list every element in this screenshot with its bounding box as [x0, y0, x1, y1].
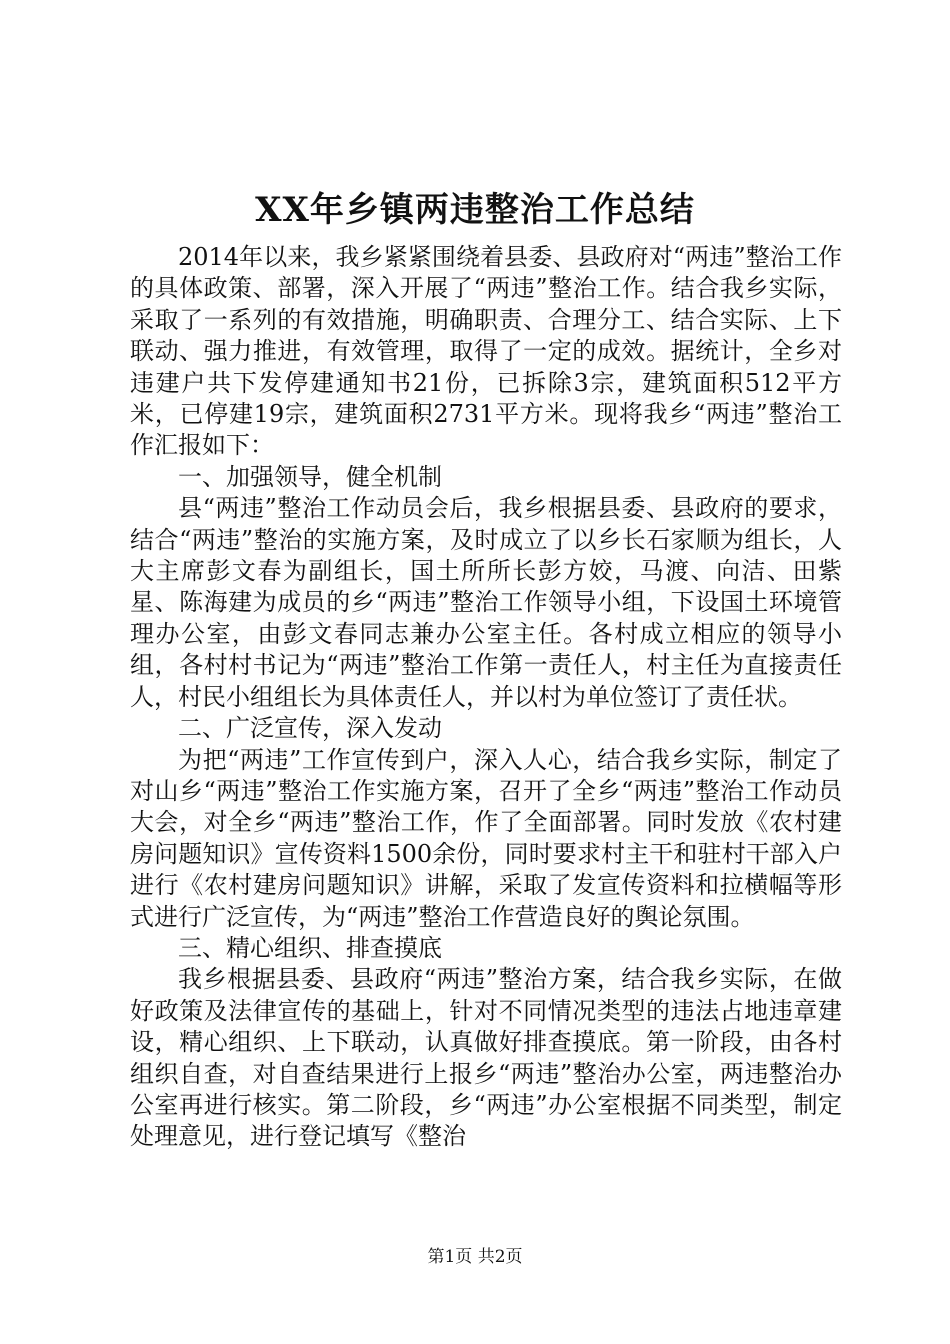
section-paragraph-2: 为把“两违”工作宣传到户，深入人心，结合我乡实际，制定了对山乡“两违”整治工作实施方案，召开了全乡“两违”整治工作动员大会，对全乡“两违”整治工作，作了全面部署。同时发放《农村建房问题知识》宣传资料1500余份，同时要求村主干和驻村干部入户进行《农村建房问题知识》讲解，采取了发宣传资料和拉横幅等形式进行广泛宣传，为“两违”整治工作营造良好的舆论氛围。	[130, 745, 842, 931]
section-paragraph-3: 我乡根据县委、县政府“两违”整治方案，结合我乡实际，在做好政策及法律宣传的基础上，针对不同情况类型的违法占地违章建设，精心组织、上下联动，认真做好排查摸底。第一阶段，由各村组织自查，对自查结果进行上报乡“两违”整治办公室，两违整治办公室再进行核实。第二阶段，乡“两违”办公室根据不同类型，制定处理意见，进行登记填写《整治	[130, 965, 842, 1151]
section-heading-1: 一、加强领导，健全机制	[178, 462, 442, 491]
document-title: XX年乡镇两违整治工作总结	[255, 190, 695, 230]
document-body	[130, 242, 842, 1153]
page-number-footer: 第1页 共2页	[427, 1247, 523, 1267]
section-paragraph-1: 县“两违”整治工作动员会后，我乡根据县委、县政府的要求，结合“两违”整治的实施方案，及时成立了以乡长石家顺为组长，人大主席彭文春为副组长，国土所所长彭方姣，马渡、向洁、田紫星、陈海建为成员的乡“两违”整治工作领导小组，下设国土环境管理办公室，由彭文春同志兼办公室主任。各村成立相应的领导小组，各村村书记为“两违”整治工作第一责任人，村主任为直接责任人，村民小组组长为具体责任人，并以村为单位签订了责任状。	[130, 494, 842, 711]
section-heading-2: 二、广泛宣传，深入发动	[178, 714, 442, 743]
intro-paragraph: 2014年以来，我乡紧紧围绕着县委、县政府对“两违”整治工作的具体政策、部署，深入开展了“两违”整治工作。结合我乡实际，采取了一系列的有效措施，明确职责、合理分工、结合实际、上下联动、强力推进，有效管理，取得了一定的成效。据统计，全乡对违建户共下发停建通知书21份，已拆除3宗，建筑面积512平方米，已停建19宗，建筑面积2731平方米。现将我乡“两违”整治工作汇报如下：	[130, 243, 842, 460]
section-heading-3: 三、精心组织、排查摸底	[178, 933, 442, 962]
